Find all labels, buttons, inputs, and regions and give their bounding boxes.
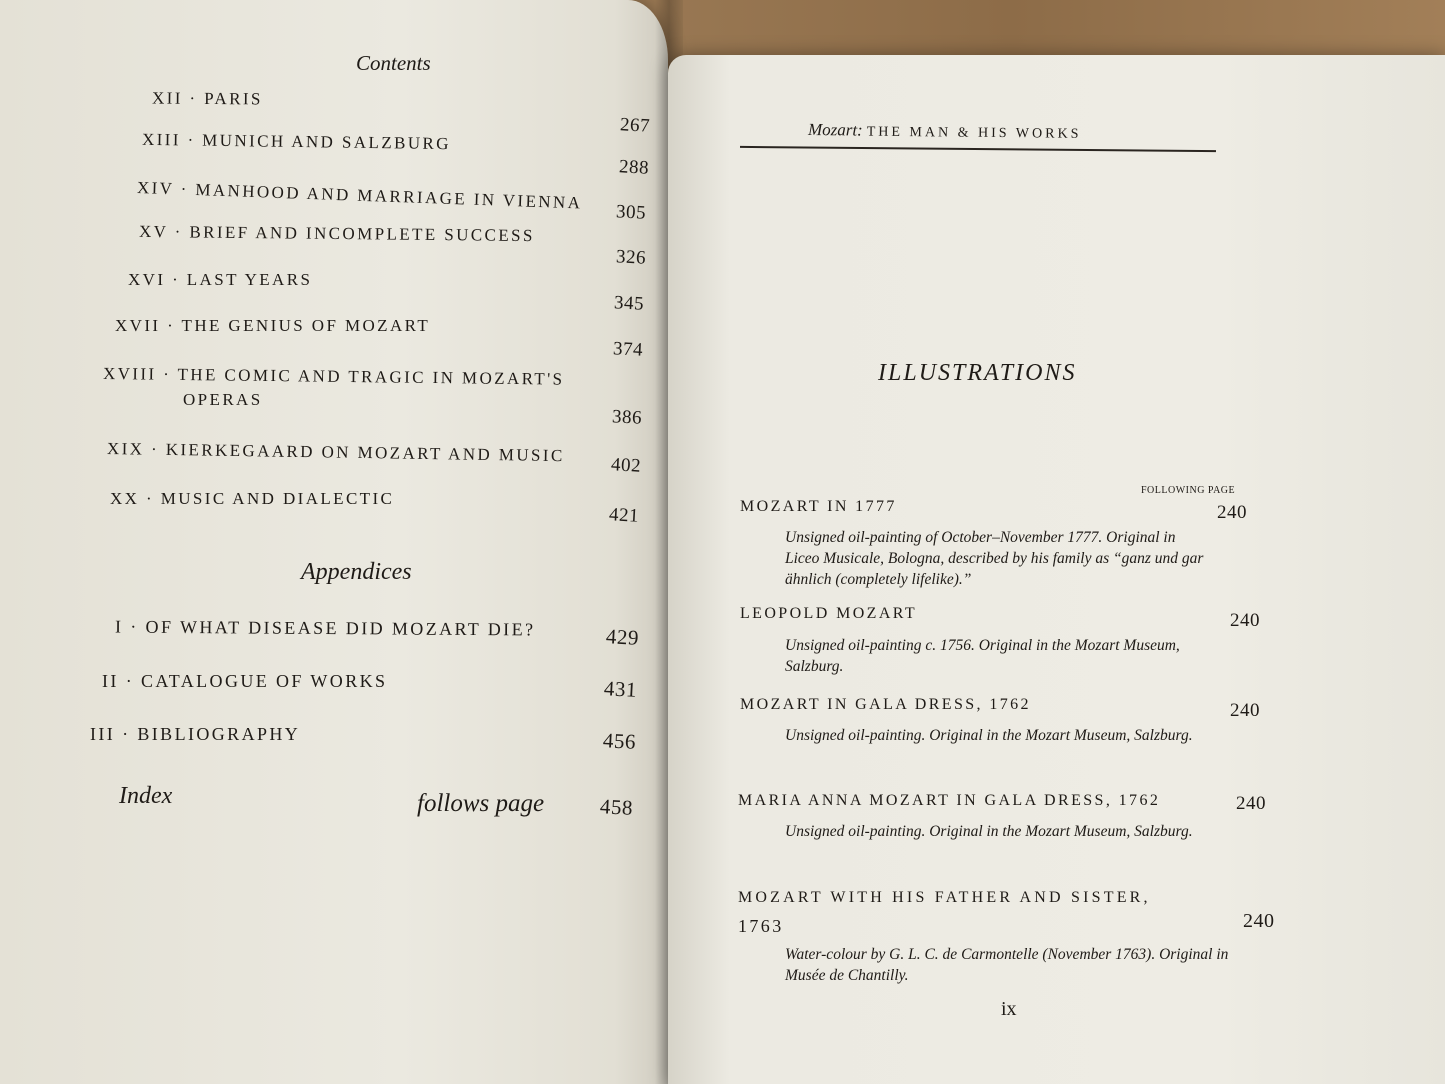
right-page <box>668 55 1445 1084</box>
index-label: Index <box>119 783 173 809</box>
illustration-page: 240 <box>1243 910 1275 932</box>
chapter-entry-label: XVI · LAST YEARS <box>128 270 313 289</box>
appendix-entry-page: 429 <box>605 624 640 650</box>
chapter-entry-page: 267 <box>619 114 651 137</box>
chapter-entry-page: 345 <box>613 292 645 315</box>
illustration-caption: Unsigned oil-painting. Original in the Mozart Museum, Salzburg. <box>785 727 1193 744</box>
chapter-entry-label: XIII · MUNICH AND SALZBURG <box>141 129 452 154</box>
page-folio: ix <box>1001 998 1017 1020</box>
chapter-entry-page: 374 <box>612 338 644 361</box>
illustration-page: 240 <box>1230 610 1260 631</box>
chapter-entry-label: XIV · MANHOOD AND MARRIAGE IN VIENNA <box>136 178 583 213</box>
index-note: follows page <box>417 790 545 817</box>
chapter-entry-label: XVIII · THE COMIC AND TRAGIC IN MOZART'S <box>102 364 565 389</box>
illustration-title: MOZART IN GALA DRESS, 1762 <box>740 696 1031 713</box>
illustration-title: MOZART IN 1777 <box>740 498 897 515</box>
running-head-subtitle: THE MAN & HIS WORKS <box>866 124 1082 142</box>
chapter-entry-page: 421 <box>608 504 640 527</box>
appendix-entry-label: II · CATALOGUE OF WORKS <box>102 671 388 691</box>
illustration-title: LEOPOLD MOZART <box>740 605 918 622</box>
chapter-entry-label: XVII · THE GENIUS OF MOZART <box>115 316 431 335</box>
chapter-entry-page: 288 <box>618 156 650 179</box>
illustration-page: 240 <box>1236 793 1266 814</box>
chapter-entry-page: 386 <box>611 406 643 429</box>
following-page-note: FOLLOWING PAGE <box>1141 485 1236 496</box>
running-head-rule <box>740 146 1216 152</box>
illustration-title: MOZART WITH HIS FATHER AND SISTER, <box>738 889 1151 906</box>
illustration-caption: Unsigned oil-painting. Original in the Mozart Museum, Salzburg. <box>785 823 1193 840</box>
appendix-entry-page: 431 <box>603 676 638 702</box>
appendix-entry-label: I · OF WHAT DISEASE DID MOZART DIE? <box>114 616 536 640</box>
chapter-entry-label: XV · BRIEF AND INCOMPLETE SUCCESS <box>138 221 535 246</box>
chapter-entry-label: XII · PARIS <box>151 88 263 109</box>
illustrations-heading: ILLUSTRATIONS <box>878 360 1077 386</box>
running-head-contents: Contents <box>356 51 431 75</box>
running-head <box>808 120 1082 143</box>
illustration-caption: Water-colour by G. L. C. de Carmontelle (November 1763). Original in Musée de Chantilly. <box>785 946 1229 984</box>
illustration-page: 240 <box>1217 502 1247 523</box>
running-head-title: Mozart: <box>807 120 863 140</box>
chapter-entry-label-continued: OPERAS <box>183 390 263 409</box>
appendices-heading: Appendices <box>301 559 412 585</box>
chapter-entry-page: 326 <box>615 246 647 269</box>
illustration-title-continued: 1763 <box>738 916 784 936</box>
illustration-title: MARIA ANNA MOZART IN GALA DRESS, 1762 <box>738 792 1161 809</box>
illustration-caption: Unsigned oil-painting of October–November 1777. Original in Liceo Musicale, Bologna, described by his family as “ganz und gar ähnlich (completely lifelike).” <box>785 529 1204 588</box>
chapter-entry-label: XIX · KIERKEGAARD ON MOZART AND MUSIC <box>106 439 565 466</box>
chapter-entry-page: 305 <box>615 201 647 224</box>
index-page: 458 <box>599 794 634 820</box>
illustration-caption: Unsigned oil-painting c. 1756. Original in the Mozart Museum, Salzburg. <box>785 637 1180 675</box>
illustration-page: 240 <box>1230 700 1260 721</box>
appendix-entry-page: 456 <box>602 728 637 754</box>
appendix-entry-label: III · BIBLIOGRAPHY <box>90 724 301 744</box>
chapter-entry-label: XX · MUSIC AND DIALECTIC <box>110 489 395 508</box>
chapter-entry-page: 402 <box>610 454 642 477</box>
left-page <box>0 0 668 1084</box>
